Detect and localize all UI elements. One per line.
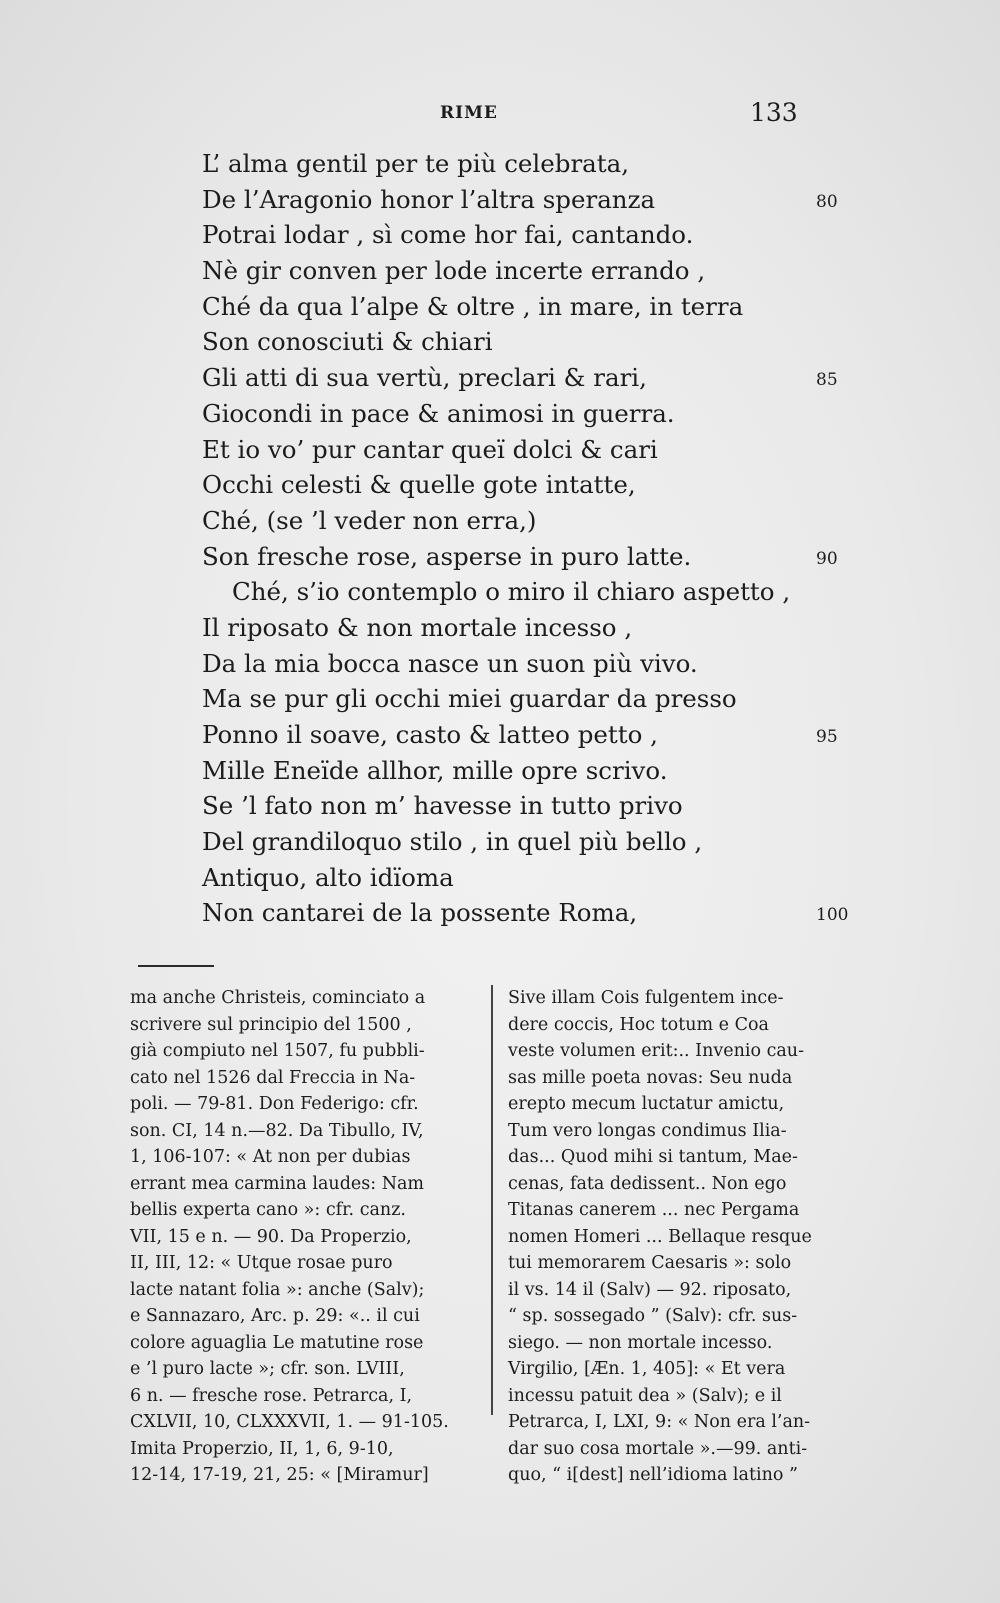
verse-text: Potrai lodar , sì come hor fai, cantando.: [202, 220, 694, 250]
verse-text: De l’Aragonio honor l’altra speranza: [202, 184, 656, 214]
verse-line: [202, 895, 849, 931]
footnote-column-right: [508, 985, 853, 1489]
footnote-line: Tum vero longas condimus Ilia-: [508, 1120, 787, 1141]
footnote-line: ma anche Christeis, cominciato a: [130, 988, 426, 1008]
verse-text: Non cantarei de la possente Roma,: [202, 898, 638, 928]
footnote-line: il vs. 14 il (Salv) — 92. riposato,: [508, 1279, 792, 1300]
footnote-line: das... Quod mihi si tantum, Mae-: [508, 1147, 798, 1167]
verse-text: Nè gir conven per lode incerte errando ,: [202, 256, 706, 286]
footnote-line: e Sannazaro, Arc. p. 29: «.. il cui: [130, 1306, 420, 1326]
verse-text: Del grandiloquo stilo , in quel più bello ,: [202, 827, 703, 857]
footnote-line: Petrarca, I, LXI, 9: « Non era l’an-: [508, 1412, 811, 1432]
verse-line: [202, 503, 842, 539]
footnote-line: Virgilio, [Æn. 1, 405]: « Et vera: [508, 1359, 786, 1379]
footnote-line: tui memorarem Caesaris »: solo: [508, 1253, 792, 1273]
verse-line: [202, 574, 842, 610]
verse-line: [202, 253, 842, 289]
footnote-line: e ’l puro lacte »; cfr. son. LVIII,: [130, 1359, 405, 1379]
footnote-line: poli. — 79-81. Don Federigo: cfr.: [130, 1094, 419, 1114]
footnote-line: scrivere sul principio del 1500 ,: [130, 1014, 412, 1035]
verse-line: [202, 753, 842, 789]
footnote-line: 6 n. — fresche rose. Petrarca, I,: [130, 1385, 413, 1406]
verse-line: [202, 610, 842, 646]
verse-line: [202, 646, 842, 682]
verse-text: Occhi celesti & quelle gote intatte,: [202, 470, 636, 500]
footnote-line: già compiuto nel 1507, fu pubbli-: [130, 1041, 425, 1061]
footnote-line: bellis experta cano »: cfr. canz.: [130, 1200, 406, 1220]
verse-text: Ché da qua l’alpe & oltre , in mare, in terra: [202, 291, 744, 321]
verse-line: [202, 217, 842, 253]
verse-line: [202, 289, 842, 325]
footnote-line: lacte natant folia »: anche (Salv);: [130, 1279, 425, 1300]
verse-line-number: 100: [816, 905, 849, 926]
verse-text: Se ’l fato non m’ havesse in tutto privo: [202, 791, 683, 821]
footnote-line: Imita Properzio, II, 1, 6, 9-10,: [130, 1438, 394, 1459]
verse-line: [202, 824, 842, 860]
verse-text: Ché, (se ’l veder non erra,): [202, 505, 537, 535]
footnote-line: dere coccis, Hoc totum e Coa: [508, 1014, 769, 1035]
verse-text: Il riposato & non mortale incesso ,: [202, 612, 633, 642]
footnote-line: 1, 106-107: « At non per dubias: [130, 1147, 411, 1167]
footnote-line: quo, “ i[dest] nell’idioma latino ”: [508, 1465, 798, 1485]
verse-line-number: 95: [816, 727, 838, 747]
verse-text: Et io vo’ pur cantar queï dolci & cari: [202, 434, 658, 464]
verse-line: [202, 182, 842, 218]
footnote-line: veste volumen erit:.. Invenio cau-: [508, 1041, 804, 1061]
verse-text: Ponno il soave, casto & latteo petto ,: [202, 720, 658, 749]
footnote-line: sas mille poeta novas: Seu nuda: [508, 1067, 793, 1088]
verse-line: [202, 360, 842, 396]
footnote-line: dar suo cosa mortale ».—99. anti-: [508, 1438, 808, 1459]
verse-text: Son fresche rose, asperse in puro latte.: [202, 541, 692, 571]
running-header-title: RIME: [440, 103, 498, 123]
footnote-line: cato nel 1526 dal Freccia in Na-: [130, 1067, 416, 1088]
verse-line-number: 80: [816, 191, 838, 212]
footnote-line: Sive illam Cois fulgentem ince-: [508, 988, 784, 1008]
footnote-line: 12-14, 17-19, 21, 25: « [Miramur]: [130, 1465, 429, 1485]
poem-verse-block: [202, 146, 849, 931]
verse-line-number: 85: [816, 370, 838, 391]
verse-line: [202, 788, 842, 824]
footnote-line: colore aguaglia Le matutine rose: [130, 1332, 424, 1353]
verse-line: [202, 396, 842, 432]
footnote-column-left: [130, 985, 474, 1489]
verse-text: L’ alma gentil per te più celebrata,: [202, 149, 630, 178]
footnote-line: siego. — non mortale incesso.: [508, 1332, 773, 1353]
footnote-line: Titanas canerem ... nec Pergama: [508, 1200, 800, 1220]
verse-text: Gli atti di sua vertù, preclari & rari,: [202, 363, 647, 393]
verse-text: Mille Eneïde allhor, mille opre scrivo.: [202, 755, 668, 785]
verse-line: [202, 860, 842, 896]
verse-text: Ma se pur gli occhi miei guardar da presso: [202, 684, 737, 714]
verse-text: Da la mia bocca nasce un suon più vivo.: [202, 648, 698, 678]
verse-text: Giocondi in pace & animosi in guerra.: [202, 398, 675, 428]
verse-text: Son conosciuti & chiari: [202, 327, 493, 357]
footnote-line: incessu patuit dea » (Salv); e il: [508, 1385, 782, 1406]
verse-text: Antiquo, alto idïoma: [202, 862, 454, 892]
footnote-separator-rule: [138, 965, 214, 967]
verse-line: [202, 146, 842, 182]
footnote-line: “ sp. sossegado ” (Salv): cfr. sus-: [508, 1306, 798, 1326]
verse-line: [202, 324, 842, 360]
footnote-line: nomen Homeri ... Bellaque resque: [508, 1226, 812, 1247]
footnote-line: II, III, 12: « Utque rosae puro: [130, 1253, 393, 1273]
verse-line: [202, 717, 842, 753]
footnote-line: erepto mecum luctatur amictu,: [508, 1094, 785, 1114]
verse-line: [202, 432, 842, 468]
footnote-line: VII, 15 e n. — 90. Da Properzio,: [130, 1226, 412, 1247]
footnote-line: errant mea carmina laudes: Nam: [130, 1173, 425, 1194]
footnote-line: son. CI, 14 n.—82. Da Tibullo, IV,: [130, 1120, 424, 1141]
verse-line: [202, 681, 842, 717]
verse-text: Ché, s’io contemplo o miro il chiaro aspetto ,: [232, 577, 791, 607]
footnote-line: cenas, fata dedissent.. Non ego: [508, 1173, 787, 1194]
verse-line: [202, 467, 842, 503]
verse-line: [202, 539, 842, 575]
column-divider: [491, 985, 493, 1415]
verse-line-number: 90: [816, 548, 838, 569]
page-number: 133: [750, 98, 798, 127]
footnote-line: CXLVII, 10, CLXXXVII, 1. — 91-105.: [130, 1412, 449, 1432]
